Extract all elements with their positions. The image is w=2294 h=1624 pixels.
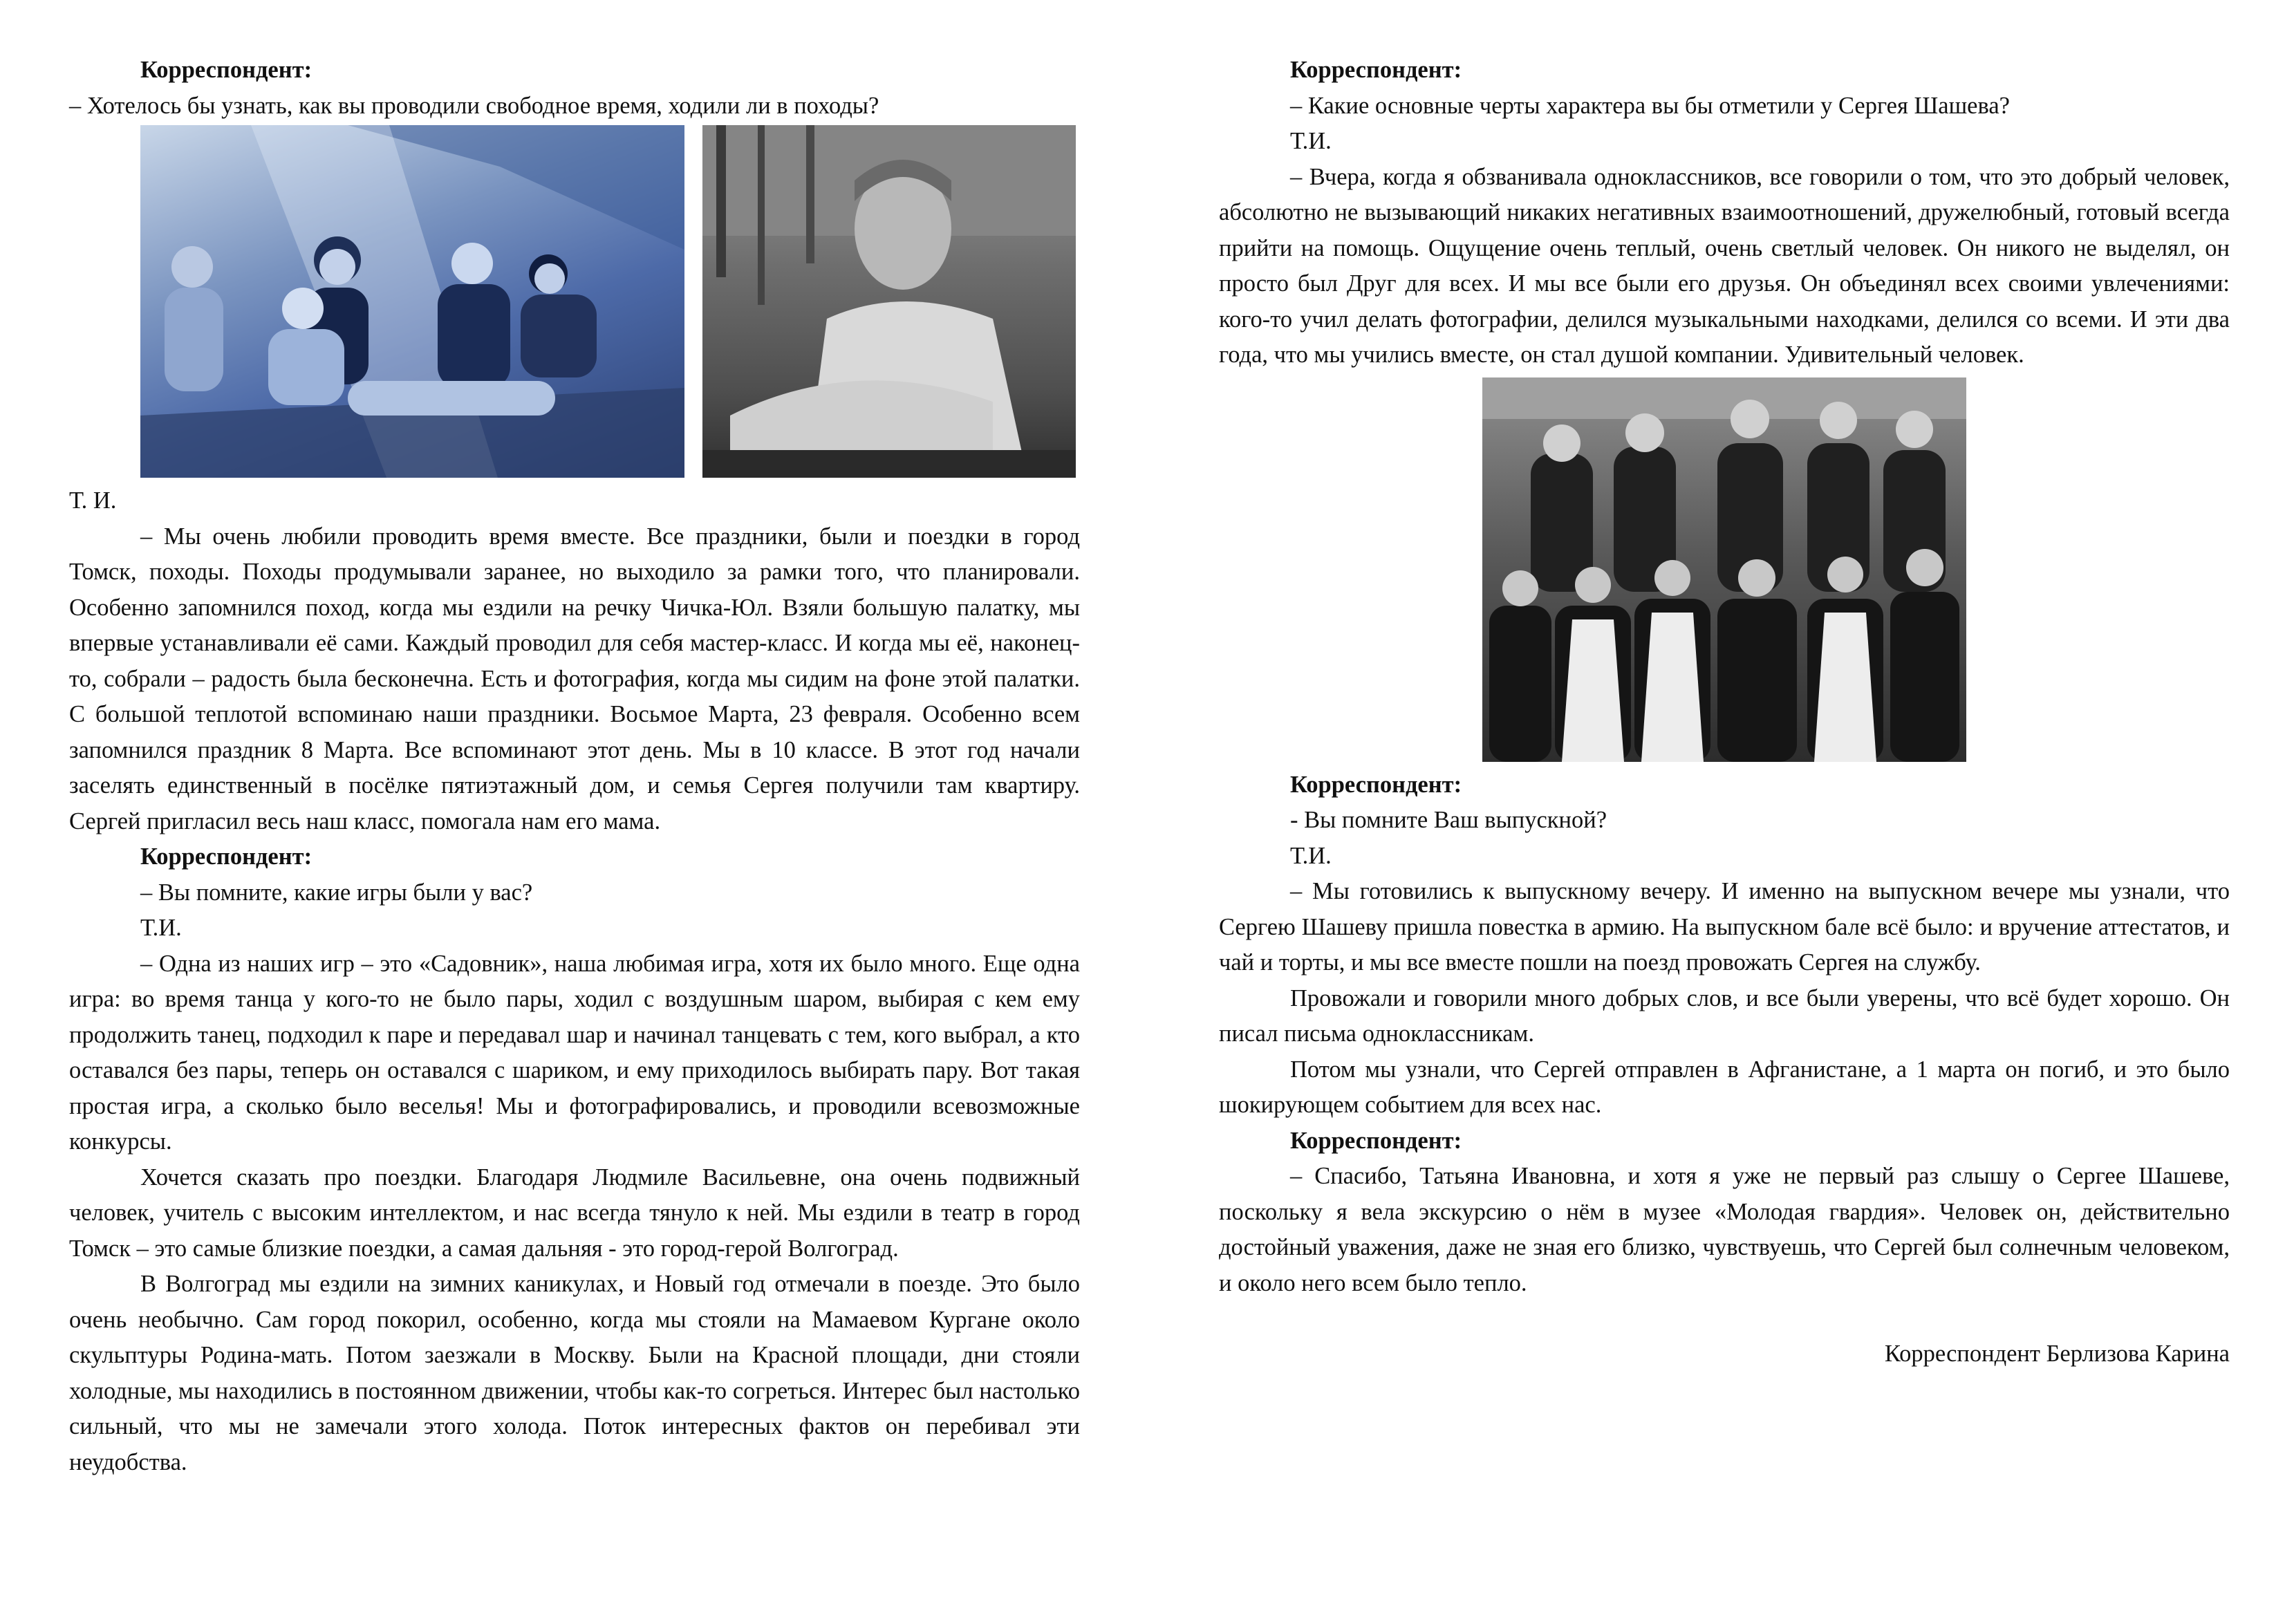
photo-row: [69, 125, 1080, 478]
answer-label: Т. И.: [69, 487, 117, 514]
speaker-label: Корреспондент:: [1290, 1127, 1462, 1154]
body-paragraph: Хочется сказать про поездки. Благодаря Людмиле Васильевне, она очень подвижный человек, учитель с высоким интеллектом, и нас всегда тянуло к ней. Мы ездили в театр в город Томск – это самые близкие поездки, а самая дальняя - это город-герой Волгоград.: [69, 1164, 1080, 1262]
young-man-portrait-photo: [702, 125, 1076, 478]
closing-paragraph: – Спасибо, Татьяна Ивановна, и хотя я уже не первый раз слышу о Сергее Шашеве, поскольку я вела экскурсию о нём в музее «Молодая гвардия». Человек он, действительно достойный уважения, даже не зная его близко, чувствуешь, что Сергей был солнечным человеком, и около него всем было тепло.: [1219, 1163, 2230, 1296]
speaker-label: Корреспондент:: [1290, 57, 1462, 83]
speaker-label: Корреспондент:: [1290, 771, 1462, 798]
left-column: [69, 53, 1080, 1480]
question: – Какие основные черты характера вы бы отметили у Сергея Шашева?: [1290, 92, 2010, 119]
question: - Вы помните Ваш выпускной?: [1290, 807, 1607, 833]
photo-row: [1219, 377, 2230, 762]
speaker-label: Корреспондент:: [140, 843, 313, 870]
body-paragraph: В Волгоград мы ездили на зимних каникулах, и Новый год отмечали в поезде. Это было очень необычно. Сам город покорил, особенно, когда мы стояли на Мамаевом Кургане около скульптуры Родина-мать. Потом заезжали в Москву. Были на Красной площади, дни стояли холодные, мы находились в постоянном движении, чтобы как-то согреться. Интерес был настолько сильный, что мы не замечали этого холода. Поток интересных фактов он перебивал эти неудобства.: [69, 1271, 1080, 1475]
question: – Вы помните, какие игры были у вас?: [140, 879, 533, 906]
right-column: [1219, 53, 2230, 1372]
question: – Хотелось бы узнать, как вы проводили свободное время, ходили ли в походы?: [69, 92, 879, 119]
answer-paragraph: – Мы очень любили проводить время вместе. Все праздники, были и поездки в город Томск, походы. Походы продумывали заранее, но выходило за рамки того, что планировали. Особенно запомнился поход, когда мы ездили на речку Чичка-Юл. Взяли большую палатку, мы впервые устанавливали её сами. Каждый проводил для себя мастер-класс. И когда мы её, наконец-то, собрали – радость была бесконечна. Есть и фотография, когда мы сидим на фоне этой палатки. С большой теплотой вспоминаю наши праздники. Восьмое Марта, 23 февраля. Особенно всем запомнился праздник 8 Марта. Все вспоминают этот день. Мы в 10 классе. В этот год начали заселять единственный в посёлке пятиэтажный дом, и семья Сергея получили там квартиру. Сергей пригласил весь наш класс, помогала нам его мама.: [69, 523, 1080, 834]
class-group-photo: [1482, 377, 1966, 762]
answer-paragraph: – Вчера, когда я обзванивала одноклассников, все говорили о том, что это добрый человек, абсолютно не вызывающий никаких негативных взаимоотношений, дружелюбный, готовый всегда прийти на помощь. Ощущение очень теплый, очень светлый человек. Он никого не выделял, он просто был Друг для всех. И мы все были его друзья. Он объединял всех своими увлечениями: кого-то учил делать фотографии, делился музыкальными находками, делился со всеми. И эти два года, что мы учились вместе, он стал душой компании. Удивительный человек.: [1219, 163, 2230, 368]
answer-label: Т.И.: [1290, 128, 1332, 154]
tent-group-photo: [140, 125, 684, 478]
author-signature: Корреспондент Берлизова Карина: [1884, 1341, 2230, 1367]
answer-label: Т.И.: [1290, 842, 1332, 869]
answer-label: Т.И.: [140, 915, 182, 941]
body-paragraph: Потом мы узнали, что Сергей отправлен в Афганистане, а 1 марта он погиб, и это было шокирующем событием для всех нас.: [1219, 1056, 2230, 1118]
speaker-label: Корреспондент:: [140, 57, 313, 83]
answer-paragraph: – Одна из наших игр – это «Садовник», наша любимая игра, хотя их было много. Еще одна игра: во время танца у кого-то не было пары, ходил с воздушным шаром, выбирая с кем ему продолжить танец, подходил к паре и передавал шар и начинал танцевать с тем, кого выбрал, а кто оставался без пары, теперь он оставался с шариком, и ему приходилось выбирать пару. Вот такая простая игра, а сколько было веселья! Мы и фотографировались, и проводили всевозможные конкурсы.: [69, 950, 1080, 1155]
right-page: [1147, 0, 2294, 1624]
answer-paragraph: – Мы готовились к выпускному вечеру. И именно на выпускном вечере мы узнали, что Сергею Шашеву пришла повестка в армию. На выпускном бале всё было: и вручение аттестатов, и чай и торты, и мы все вместе пошли на поезд провожать Сергея на службу.: [1219, 878, 2230, 976]
body-paragraph: Провожали и говорили много добрых слов, и все были уверены, что всё будет хорошо. Он писал письма одноклассникам.: [1219, 984, 2230, 1047]
